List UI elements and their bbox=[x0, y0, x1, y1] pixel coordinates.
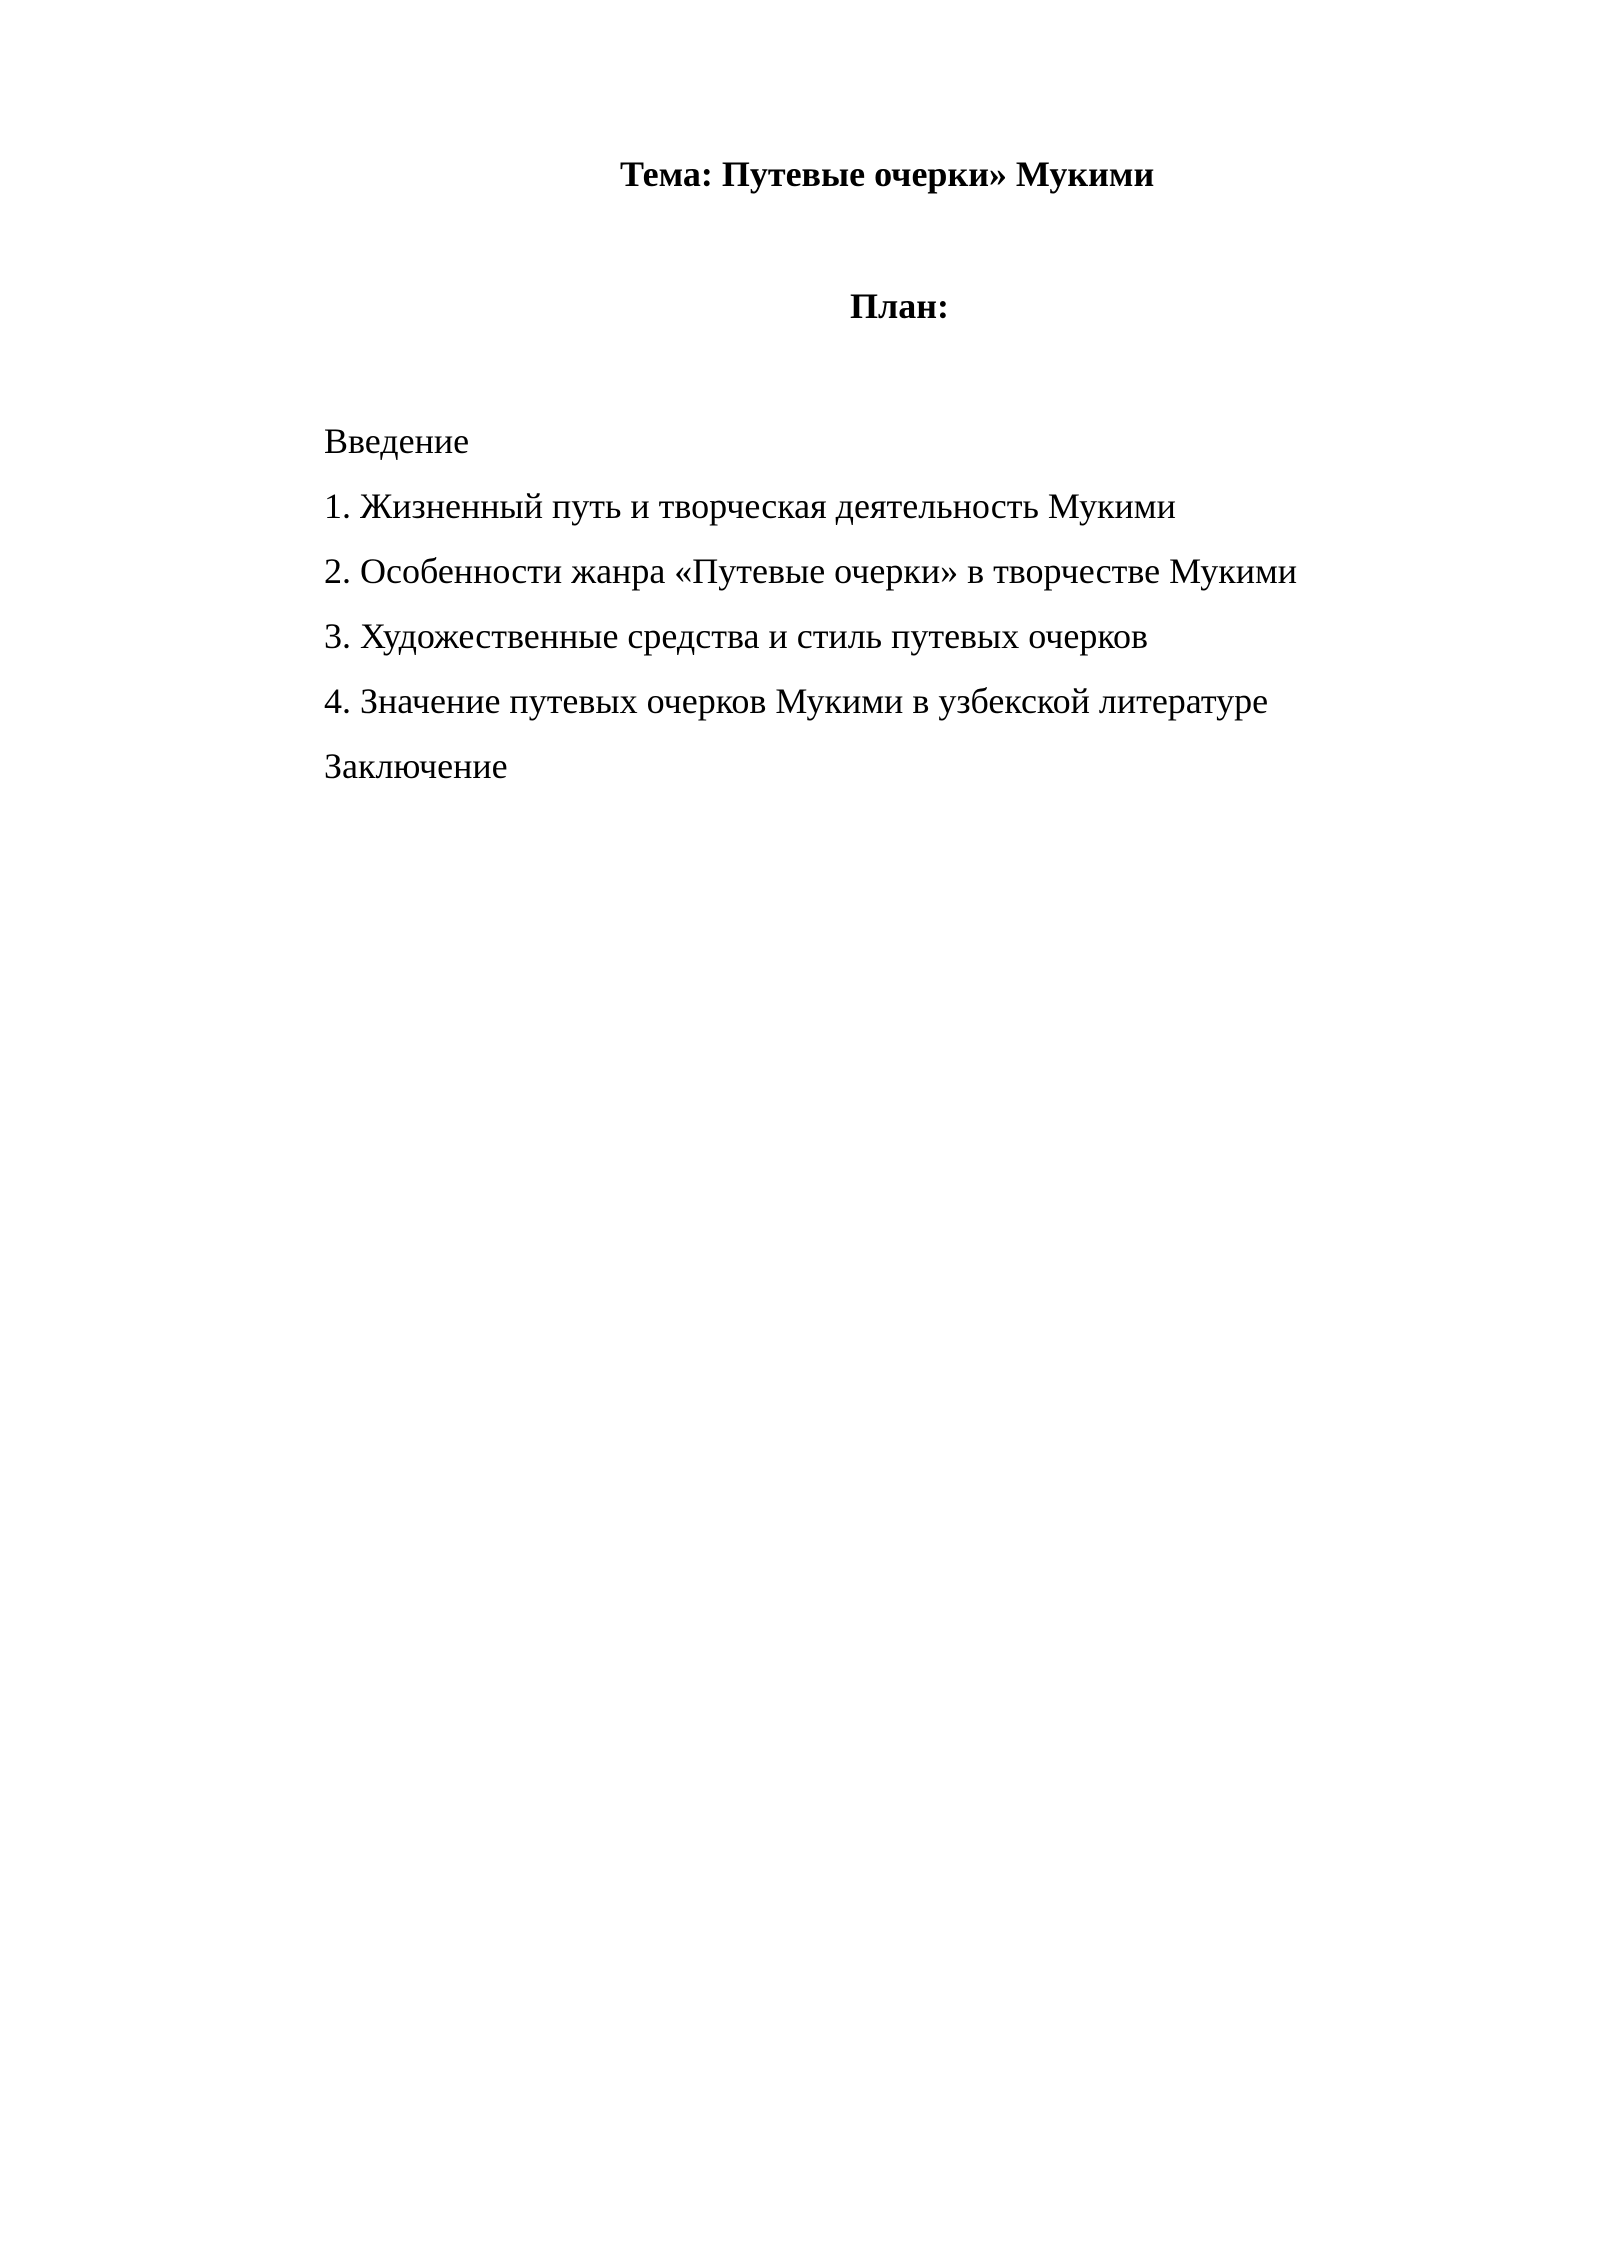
document-title: Тема: Путевые очерки» Мукими bbox=[620, 154, 1155, 194]
plan-item-introduction: Введение bbox=[324, 421, 470, 461]
plan-item-3: 3. Художественные средства и стиль путевых очерков bbox=[324, 616, 1149, 656]
plan-item-1: 1. Жизненный путь и творческая деятельность Мукими bbox=[324, 486, 1176, 526]
plan-heading: План: bbox=[850, 286, 949, 326]
plan-item-2: 2. Особенности жанра «Путевые очерки» в творчестве Мукими bbox=[324, 551, 1298, 591]
plan-list bbox=[324, 409, 1297, 799]
plan-item-4: 4. Значение путевых очерков Мукими в узбекской литературе bbox=[324, 681, 1269, 721]
plan-item-conclusion: Заключение bbox=[324, 746, 508, 786]
